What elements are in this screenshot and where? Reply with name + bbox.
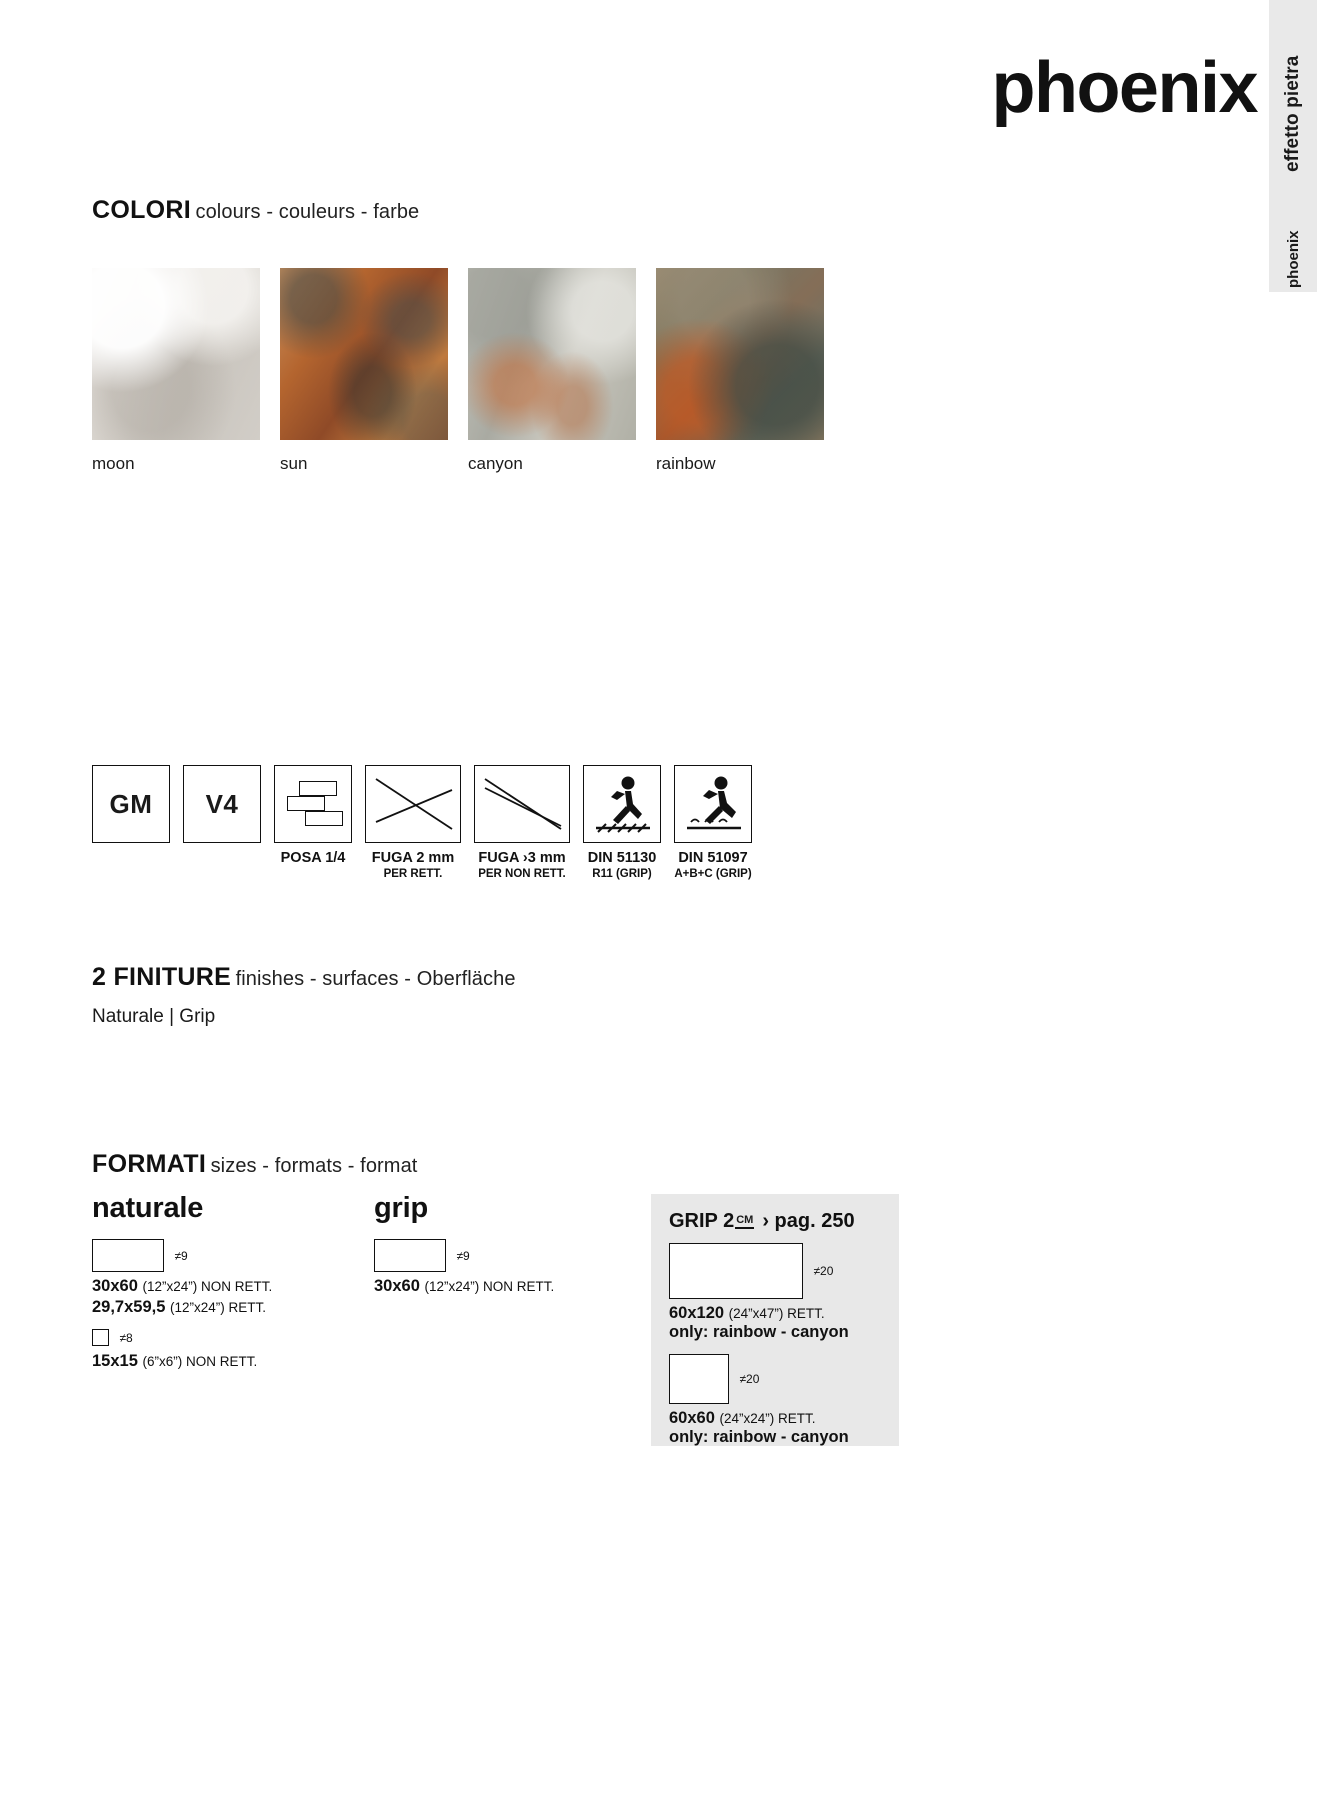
tile-shape-60x60: [669, 1354, 729, 1404]
swatch-label: moon: [92, 454, 135, 473]
tile-thickness: ≠20: [739, 1372, 760, 1386]
grip-2cm-label: GRIP 2: [669, 1210, 735, 1232]
tile-thickness: ≠9: [174, 1248, 188, 1263]
pictogram-posa: [274, 765, 352, 867]
section-heading-colori: [92, 196, 419, 225]
din51097-caption: DIN 51097: [678, 850, 748, 866]
swatch-image-canyon: [468, 268, 636, 440]
grip-2cm-header: [669, 1210, 881, 1233]
tile-availability: only: rainbow - canyon: [669, 1428, 849, 1446]
formati-column-naturale: [92, 1192, 322, 1371]
tile-shape-30x60-grip: [374, 1239, 446, 1272]
tile-thickness: ≠8: [119, 1330, 133, 1345]
formati-heading-main: FORMATI: [92, 1150, 207, 1178]
tile-size-line: [374, 1277, 604, 1296]
tile-detail: (12”x24”) NON RETT.: [142, 1279, 273, 1294]
tile-size: 29,7x59,5: [92, 1298, 166, 1316]
swatch-label: canyon: [468, 454, 523, 473]
tile-detail: (12”x24”) NON RETT.: [424, 1279, 555, 1294]
tile-size: 15x15: [92, 1352, 138, 1370]
colour-swatch-item: [280, 268, 448, 474]
tile-detail: (12”x24”) RETT.: [170, 1300, 267, 1315]
tile-size: 30x60: [92, 1277, 138, 1295]
page-title: phoenix: [991, 48, 1257, 128]
side-tab-series-label: phoenix: [1284, 230, 1302, 288]
pictogram-din-51130: [583, 765, 661, 881]
tile-thickness: ≠9: [456, 1248, 470, 1263]
tile-size: 60x120: [669, 1304, 725, 1322]
formati-item: [669, 1243, 881, 1342]
gm-icon: GM: [92, 765, 170, 843]
tile-shape-60x120: [669, 1243, 803, 1299]
formati-item: [92, 1239, 322, 1317]
swatch-image-moon: [92, 268, 260, 440]
tile-detail: (24”x24”) RETT.: [719, 1411, 816, 1426]
colour-swatch-list: [92, 268, 824, 474]
tile-size-line: [92, 1352, 322, 1371]
tile-size-line: [92, 1298, 322, 1317]
pictogram-din-51097: [674, 765, 752, 881]
din51130-caption: DIN 51130: [587, 850, 657, 866]
cm-badge: CM: [735, 1214, 754, 1228]
colour-swatch-item: [468, 268, 636, 474]
side-tab: [1269, 0, 1317, 292]
swatch-image-sun: [280, 268, 448, 440]
colori-heading-sub: colours - couleurs - farbe: [195, 201, 420, 223]
tile-detail: (24”x47”) RETT.: [728, 1306, 825, 1321]
side-tab-category-label: effetto pietra: [1282, 55, 1303, 172]
din51097-sub: A+B+C (GRIP): [674, 868, 752, 881]
din51130-sub: R11 (GRIP): [592, 868, 652, 881]
tile-detail: (6”x6”) NON RETT.: [142, 1354, 258, 1369]
formati-naturale-title: naturale: [92, 1192, 204, 1224]
v4-icon: V4: [183, 765, 261, 843]
tile-size-line: [669, 1304, 881, 1323]
fuga2-caption: FUGA 2 mm: [371, 850, 455, 866]
formati-heading-sub: sizes - formats - format: [210, 1155, 418, 1177]
swatch-label: rainbow: [656, 454, 716, 473]
pictogram-fuga-2mm: [365, 765, 461, 881]
brick-layout-icon: [274, 765, 352, 843]
section-heading-finiture: [92, 963, 516, 992]
pictogram-fuga-3mm: [474, 765, 570, 881]
formati-item: [669, 1354, 881, 1447]
grip-2cm-panel: [651, 1194, 899, 1446]
swatch-label: sun: [280, 454, 308, 473]
finiture-heading-main: 2 FINITURE: [92, 963, 232, 991]
swatch-image-rainbow: [656, 268, 824, 440]
tile-thickness: ≠20: [813, 1264, 834, 1278]
formati-column-grip: [374, 1192, 604, 1296]
pictogram-gm: [92, 765, 170, 843]
fuga2-sub: PER RETT.: [383, 868, 443, 881]
tile-shape-30x60: [92, 1239, 164, 1272]
fuga3-caption: FUGA ›3 mm: [478, 850, 566, 866]
formati-item: [92, 1329, 322, 1371]
colori-heading-main: COLORI: [92, 196, 192, 224]
tile-size-line: [92, 1277, 322, 1296]
fuga3-sub: PER NON RETT.: [478, 868, 566, 881]
finiture-value: Naturale | Grip: [92, 1006, 216, 1027]
tile-availability: only: rainbow - canyon: [669, 1323, 849, 1341]
pictogram-v4: [183, 765, 261, 843]
tile-shape-15x15: [92, 1329, 109, 1346]
grip-2cm-page-link[interactable]: › pag. 250: [762, 1210, 855, 1232]
joint-2mm-icon: [365, 765, 461, 843]
slip-resistance-barefoot-icon: [674, 765, 752, 843]
joint-3mm-icon: [474, 765, 570, 843]
colour-swatch-item: [656, 268, 824, 474]
section-heading-formati: [92, 1150, 417, 1179]
tile-size: 30x60: [374, 1277, 420, 1295]
pictogram-row: [92, 765, 765, 881]
formati-grip-title: grip: [374, 1192, 428, 1224]
colour-swatch-item: [92, 268, 260, 474]
formati-item: [374, 1239, 604, 1296]
tile-size-line: [669, 1409, 881, 1428]
posa-caption: POSA 1/4: [280, 850, 346, 866]
finiture-heading-sub: finishes - surfaces - Oberfläche: [235, 968, 516, 990]
tile-size: 60x60: [669, 1409, 715, 1427]
slip-resistance-shoe-icon: [583, 765, 661, 843]
